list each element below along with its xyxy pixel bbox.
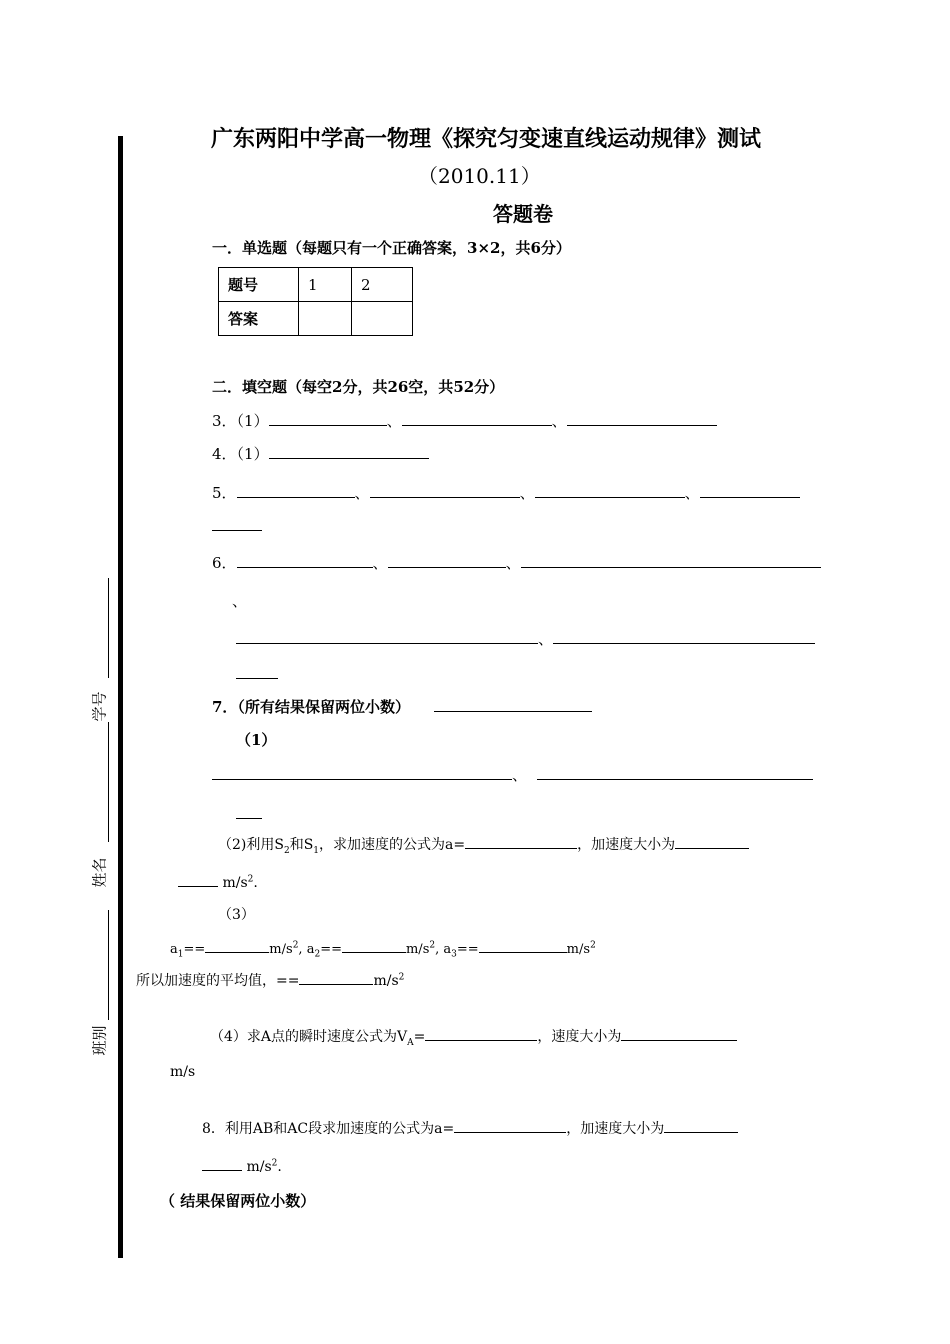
q5-blank-3[interactable] (535, 483, 685, 498)
q7-4-text-c: ，速度大小为 (537, 1029, 622, 1045)
q8-note: （ 结果保留两位小数） (160, 1192, 316, 1210)
q7-2-text-a: （2)利用S (218, 837, 284, 853)
separator: 、 (512, 766, 528, 784)
question-8 (202, 1118, 738, 1138)
a3-label: a (443, 942, 452, 957)
q7-2-text-d: ，加速度大小为 (577, 837, 676, 853)
question-7-part3: $a_1== m/s^2$, $a_2== m/s^2$, $a_3== m/s^2$ (170, 938, 596, 960)
name-blank (108, 722, 109, 842)
student-no-blank (108, 578, 109, 678)
separator: 、 (354, 484, 370, 502)
separator: 、 (538, 630, 554, 648)
subscript-1: 1 (313, 845, 320, 856)
superscript-2: 2 (590, 940, 596, 951)
equals: == (456, 942, 479, 957)
q7-1-blank-2-cont[interactable] (236, 804, 262, 819)
average-text: 所以加速度的平均值，== (136, 973, 300, 989)
period: . (277, 1159, 282, 1175)
q5-blank-4[interactable] (700, 483, 800, 498)
unit: m/s (405, 942, 430, 957)
table-cell-answer-label: 答案 (219, 302, 299, 336)
answer-input-q1[interactable] (299, 302, 352, 336)
binding-line (118, 136, 123, 1258)
table-row (219, 268, 413, 302)
average-blank[interactable] (299, 970, 373, 985)
table-cell-header: 题号 (219, 268, 299, 302)
question-8-unit (202, 1156, 282, 1175)
subscript-2: 2 (314, 949, 321, 960)
a2-label: a (306, 942, 315, 957)
question-7-part4 (210, 1026, 737, 1048)
q7-2-text-b: 和S (289, 837, 314, 853)
superscript-2: 2 (271, 1158, 278, 1169)
class-label: 班别 (90, 1025, 109, 1056)
student-no-label: 学号 (90, 691, 109, 722)
q7-label: 7．（所有结果保留两位小数） (212, 698, 410, 716)
separator: 、 (684, 484, 700, 502)
q5-blank-2[interactable] (370, 483, 520, 498)
q6-blank-3[interactable] (521, 553, 821, 568)
q8-value-blank-cont[interactable] (202, 1156, 242, 1171)
q7-2-value-blank-cont[interactable] (178, 872, 218, 887)
page-title: 广东两阳中学高一物理《探究匀变速直线运动规律》测试 (211, 126, 762, 152)
question-3 (212, 410, 717, 431)
name-label: 姓名 (90, 857, 109, 888)
q5-blank-4-cont[interactable] (212, 516, 262, 531)
table-cell-q1: 1 (299, 268, 352, 302)
q7-4-equals: = (413, 1029, 426, 1045)
q6-label: 6． (212, 554, 237, 572)
q6-blank-1[interactable] (237, 553, 373, 568)
question-7 (212, 696, 592, 717)
q7-2-value-blank[interactable] (675, 834, 749, 849)
subscript-a: A (407, 1037, 414, 1048)
q7-blank-main[interactable] (434, 697, 592, 712)
section2-heading: 二．填空题（每空2分，共26空，共52分） (212, 378, 505, 396)
equals: == (320, 942, 342, 957)
equals: == (183, 942, 206, 957)
separator: 、 (551, 412, 567, 430)
superscript-2: 2 (247, 874, 254, 885)
table-cell-q2: 2 (352, 268, 413, 302)
q7-4-value-blank[interactable] (621, 1026, 737, 1041)
a1-label: a (170, 942, 178, 957)
question-5 (212, 482, 800, 503)
unit: m/s (566, 942, 591, 957)
q6-blank-2[interactable] (388, 553, 506, 568)
question-6-line2 (236, 628, 815, 649)
q7-1-blank-1[interactable] (212, 765, 512, 780)
a1-blank[interactable] (205, 938, 269, 953)
a2-blank[interactable] (342, 938, 406, 953)
a3-blank[interactable] (479, 938, 567, 953)
separator: 、 (519, 484, 535, 502)
separator: 、 (232, 592, 248, 610)
q5-label: 5． (212, 484, 237, 502)
separator: 、 (372, 554, 388, 572)
q7-part1-label: （1） (236, 731, 277, 749)
q7-4-unit: m/s (170, 1064, 196, 1080)
q8-value-blank[interactable] (664, 1118, 738, 1133)
q7-4-formula-blank[interactable] (425, 1026, 537, 1041)
q5-blank-1[interactable] (237, 483, 355, 498)
subscript-2: 2 (283, 845, 290, 856)
superscript-2: 2 (429, 940, 436, 951)
q7-1-blank-2[interactable] (537, 765, 813, 780)
question-7-part2 (218, 834, 749, 856)
question-7-average (136, 970, 404, 990)
q7-4-text-a: （4）求A点的瞬时速度公式为V (210, 1029, 408, 1045)
answer-sheet-heading: 答题卷 (493, 202, 553, 226)
table-row (219, 302, 413, 336)
q4-blank-1[interactable] (269, 444, 429, 459)
q3-label: 3．（1） (212, 412, 269, 430)
separator: 、 (505, 554, 521, 572)
superscript-2: 2 (398, 972, 405, 983)
q8-unit: m/s (246, 1159, 272, 1175)
q7-2-unit: m/s (222, 875, 248, 891)
q8-text-b: ，加速度大小为 (566, 1121, 665, 1137)
question-7-part2-unit (178, 872, 258, 891)
separator: 、 (386, 412, 402, 430)
superscript-2: 2 (292, 940, 299, 951)
answer-table (218, 267, 413, 336)
q3-blank-2[interactable] (402, 411, 552, 426)
q6-blank-5-cont[interactable] (236, 664, 278, 679)
q3-blank-3[interactable] (567, 411, 717, 426)
unit: m/s (269, 942, 293, 957)
period: . (253, 875, 258, 891)
answer-input-q2[interactable] (352, 302, 413, 336)
q4-label: 4．（1） (212, 445, 269, 463)
question-6 (212, 552, 821, 573)
exam-date: （2010.11） (418, 164, 541, 188)
class-blank (108, 910, 109, 1020)
q6-blank-5[interactable] (553, 629, 815, 644)
q7-part3-label: （3） (218, 907, 255, 923)
q6-blank-4[interactable] (236, 629, 538, 644)
q7-2-formula-blank[interactable] (465, 834, 577, 849)
unit: m/s (373, 973, 399, 989)
q7-2-text-c: ，求加速度的公式为a= (319, 837, 466, 853)
section1-heading: 一．单选题（每题只有一个正确答案，3×2，共6分） (212, 239, 571, 257)
q3-blank-1[interactable] (269, 411, 387, 426)
q8-text-a: 8．利用AB和AC段求加速度的公式为a= (202, 1121, 455, 1137)
question-7-part1-line (212, 764, 813, 785)
question-4 (212, 443, 429, 464)
q8-formula-blank[interactable] (454, 1118, 566, 1133)
subscript-1: 1 (177, 949, 184, 960)
